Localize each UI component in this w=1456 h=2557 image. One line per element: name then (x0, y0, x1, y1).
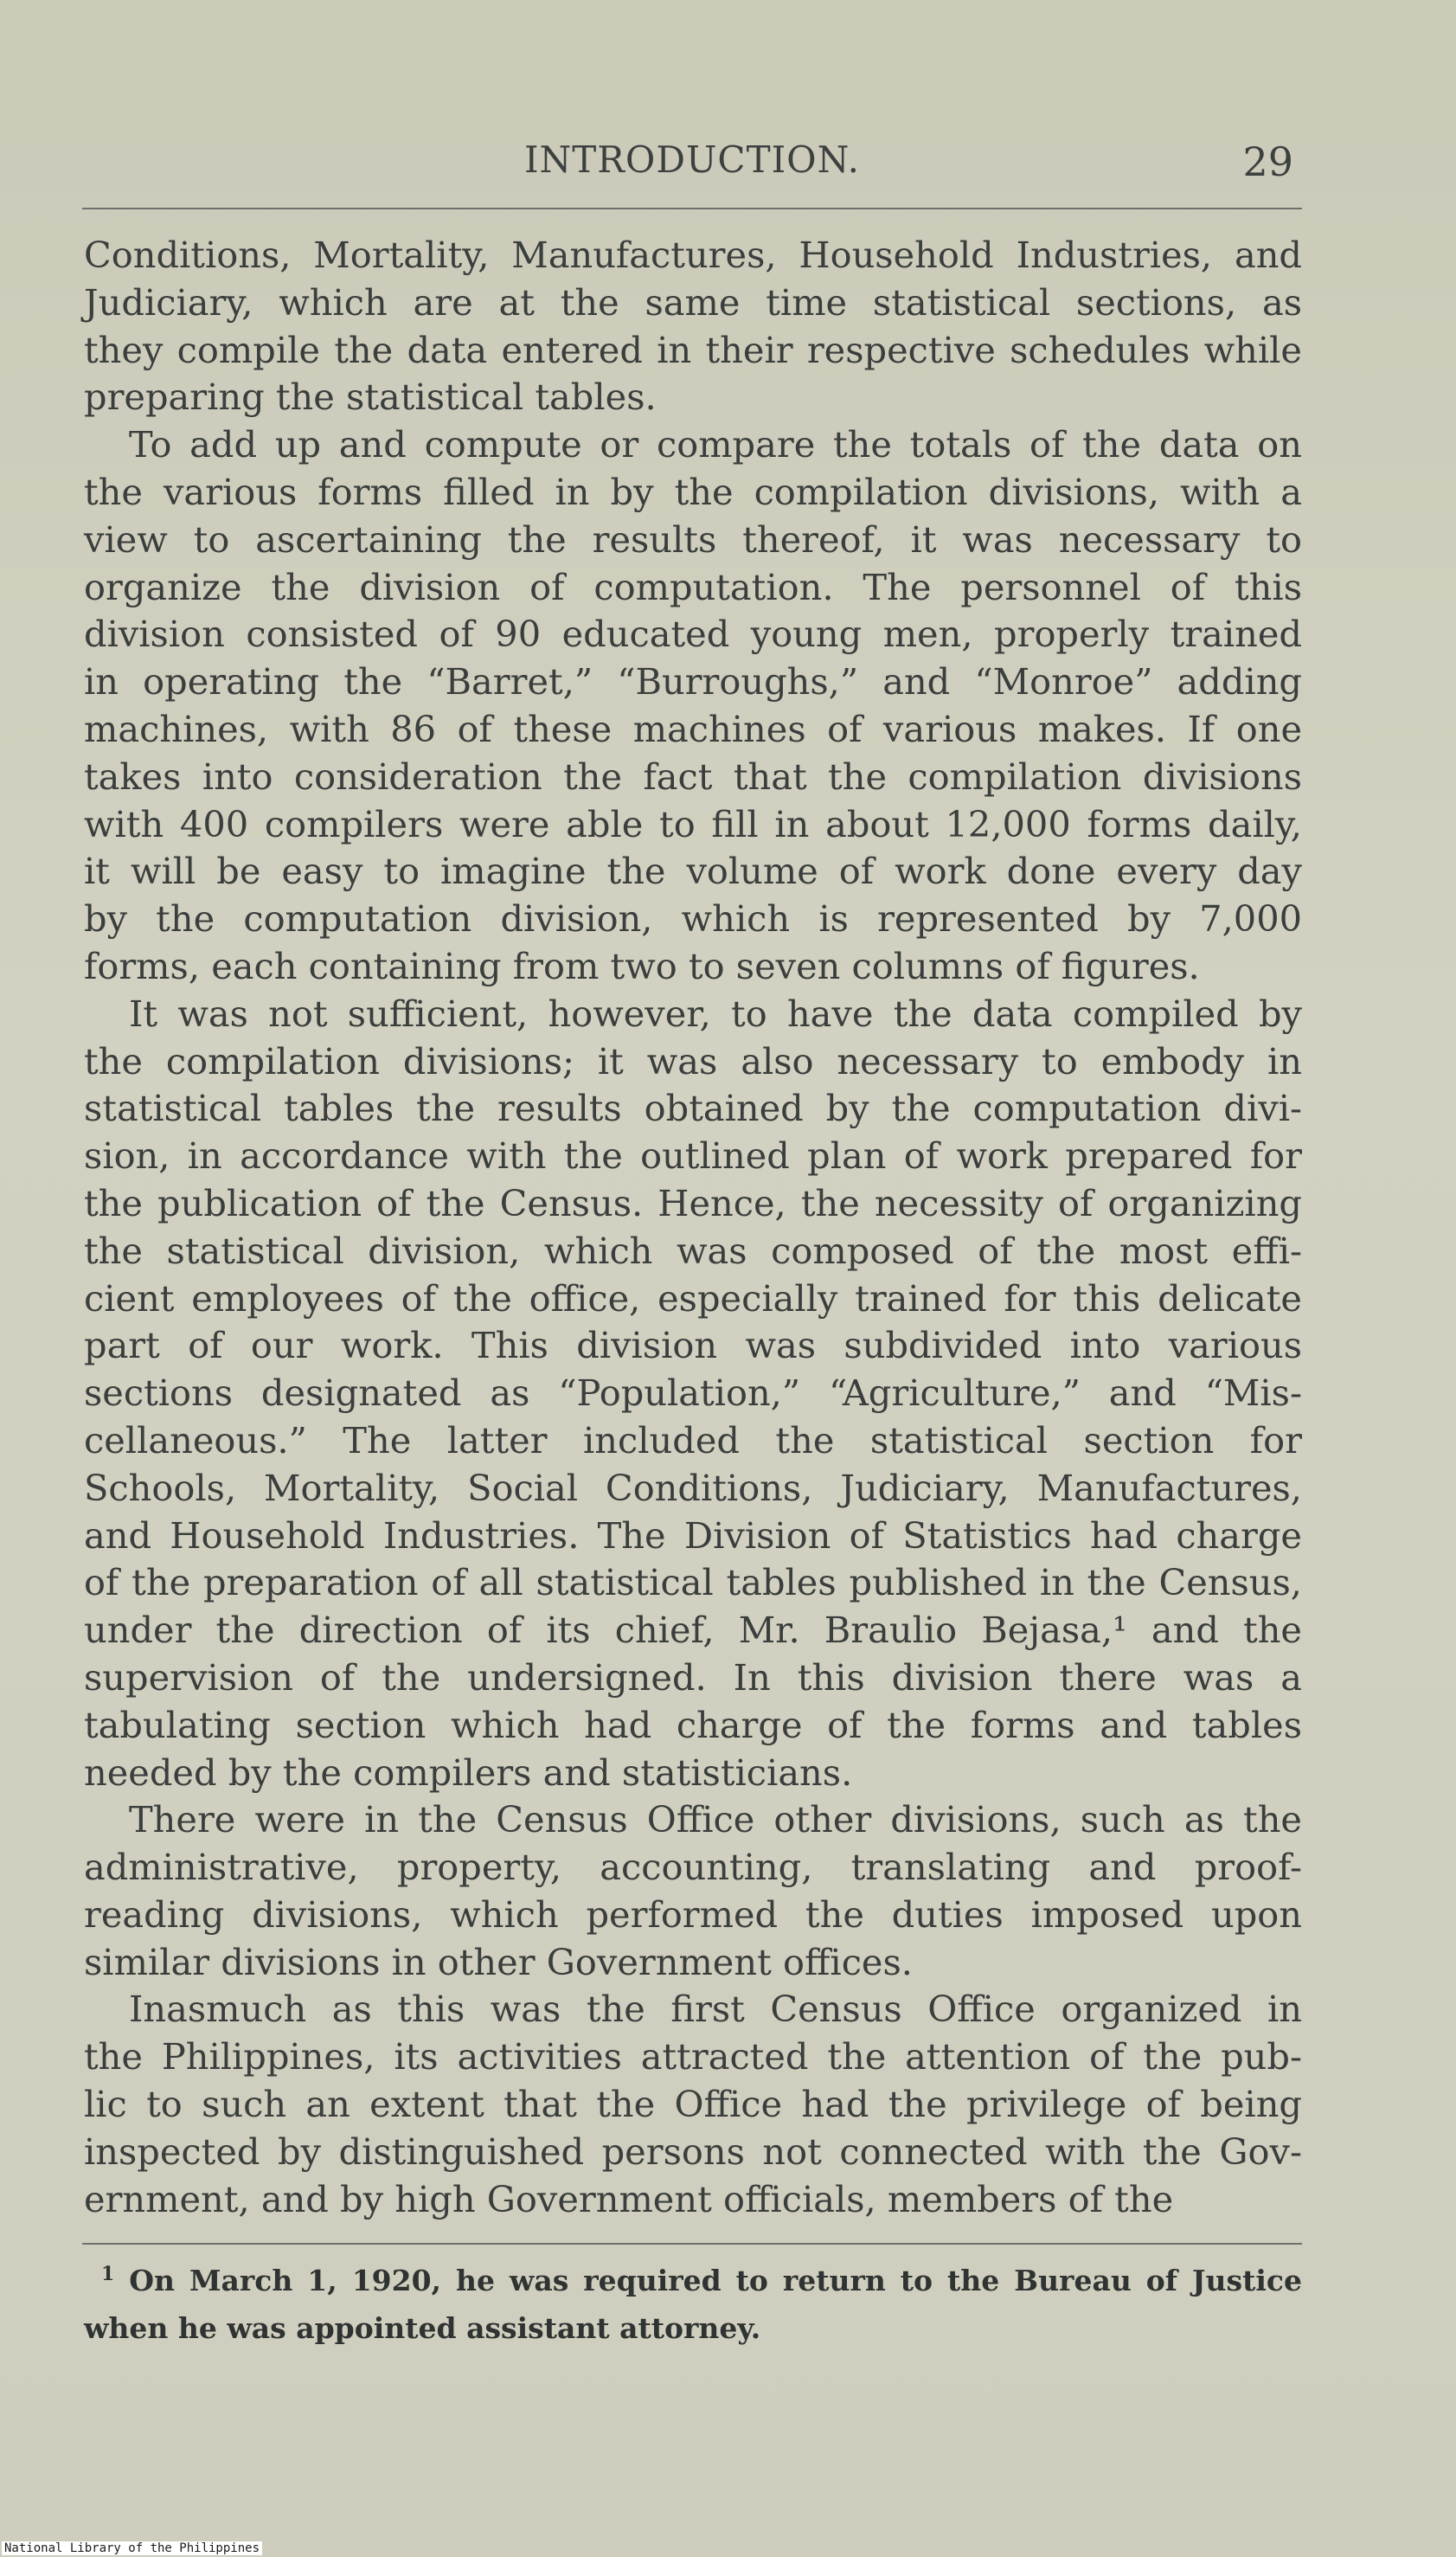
text-line: organize the division of computation. The personnel of this (84, 565, 1302, 608)
paragraph (84, 421, 1302, 991)
text-line: cient employees of the office, especially trained for this delicate (84, 1276, 1302, 1320)
text-line: Judiciary, which are at the same time statistical sections, as (84, 280, 1302, 324)
text-line: the statistical division, which was composed of the most effi- (84, 1229, 1302, 1272)
footnote (84, 2258, 1302, 2354)
text-line: inspected by distinguished persons not connected with the Gov- (84, 2130, 1302, 2173)
paragraph (84, 1986, 1302, 2223)
running-header (82, 138, 1302, 199)
text-line: Conditions, Mortality, Manufactures, Household Industries, and (84, 234, 1302, 276)
running-title: INTRODUCTION. (523, 138, 861, 181)
text-line: machines, with 86 of these machines of various makes. If one (84, 707, 1302, 750)
text-line: and Household Industries. The Division of Statistics had charge (84, 1513, 1302, 1557)
text-line: supervision of the undersigned. In this division there was a (84, 1655, 1302, 1699)
text-line: To add up and compute or compare the totals of the data on (129, 423, 1302, 466)
text-line: takes into consideration the fact that the compilation divisions (84, 755, 1302, 798)
footnote-line: when he was appointed assistant attorney. (84, 2310, 761, 2345)
text-line: division consisted of 90 educated young men, properly trained (84, 613, 1302, 656)
text-line: administrative, property, accounting, translating and proof- (84, 1846, 1302, 1889)
body-text (84, 232, 1302, 2223)
text-line: it will be easy to imagine the volume of work done every day (84, 850, 1302, 893)
text-line: It was not sufficient, however, to have the data compiled by (129, 992, 1302, 1035)
text-line: the compilation divisions; it was also necessary to embody in (84, 1039, 1302, 1083)
text-line: There were in the Census Office other divisions, such as the (129, 1798, 1302, 1841)
text-line: ernment, and by high Government officials, members of the (84, 2177, 1174, 2220)
text-line: forms, each containing from two to seven columns of figures. (84, 944, 1200, 987)
text-line: under the direction of its chief, Mr. Braulio Bejasa,¹ and the (84, 1609, 1302, 1652)
header-rule (82, 208, 1302, 209)
text-line: in operating the “Barret,” “Burroughs,” and “Monroe” adding (84, 660, 1302, 703)
text-line: sections designated as “Population,” “Agriculture,” and “Mis- (84, 1372, 1302, 1415)
text-line: lic to such an extent that the Office had the privilege of being (84, 2083, 1302, 2126)
footnote-rule (82, 2243, 1302, 2245)
text-line: Schools, Mortality, Social Conditions, Judiciary, Manufactures, (84, 1466, 1302, 1509)
paragraph (84, 232, 1302, 421)
paragraph (84, 991, 1302, 1797)
library-credit: National Library of the Philippines (2, 2541, 262, 2555)
text-line: with 400 compilers were able to fill in about 12,000 forms daily, (84, 802, 1302, 845)
paragraph (84, 1796, 1302, 1986)
text-line: similar divisions in other Government offices. (84, 1940, 913, 1983)
text-line: reading divisions, which performed the duties imposed upon (84, 1892, 1302, 1936)
text-line: needed by the compilers and statisticians. (84, 1751, 853, 1794)
text-line: cellaneous.” The latter included the statistical section for (84, 1418, 1302, 1462)
text-line: statistical tables the results obtained by the computation divi- (84, 1087, 1302, 1130)
text-line: of the preparation of all statistical tables published in the Census, (84, 1561, 1302, 1604)
text-line: preparing the statistical tables. (84, 376, 657, 419)
text-line: by the computation division, which is represented by 7,000 (84, 897, 1302, 941)
text-line: part of our work. This division was subdivided into various (84, 1324, 1302, 1367)
text-line: the publication of the Census. Hence, the necessity of organizing (84, 1181, 1302, 1224)
text-line: the Philippines, its activities attracted the attention of the pub- (84, 2035, 1302, 2078)
text-line: they compile the data entered in their respective schedules while (84, 328, 1302, 371)
text-line: tabulating section which had charge of the forms and tables (84, 1703, 1302, 1746)
footnote-marker: 1 (101, 2263, 115, 2285)
text-line: sion, in accordance with the outlined plan of work prepared for (84, 1134, 1302, 1178)
text-line: view to ascertaining the results thereof, it was necessary to (84, 517, 1302, 561)
page-number: 29 (1242, 138, 1293, 185)
footnote-line: $^1$ On March 1, 1920, he was required to return to the Bureau of Justice (101, 2263, 1302, 2297)
text-line: the various forms filled in by the compilation divisions, with a (84, 470, 1302, 513)
text-line: Inasmuch as this was the first Census Office organized in (129, 1988, 1302, 2031)
